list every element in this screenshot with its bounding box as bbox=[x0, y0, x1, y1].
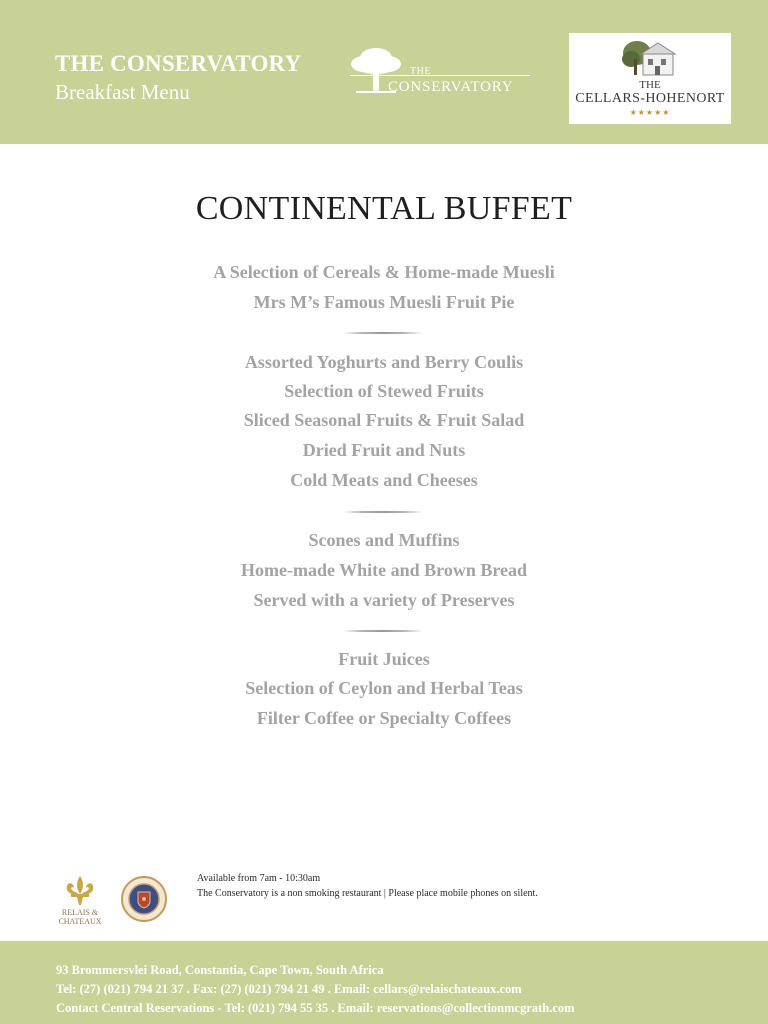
menu-item: Filter Coffee or Specialty Coffees bbox=[256, 708, 512, 728]
section-divider bbox=[343, 629, 423, 633]
section-divider bbox=[343, 331, 423, 335]
relais-text-line: RELAIS & bbox=[61, 908, 99, 917]
smoking-note: The Conservatory is a non smoking restaurant | Please place mobile phones on silent. bbox=[197, 888, 538, 899]
footer-reservations: Contact Central Reservations - Tel: (021) 794 55 35 . Email: reservations@collectionmcgrath.com bbox=[56, 1001, 575, 1015]
menu-title: CONTINENTAL BUFFET bbox=[195, 190, 573, 227]
cellars-logo-small: THE bbox=[639, 79, 661, 91]
menu-item: Served with a variety of Preserves bbox=[253, 590, 515, 610]
cellars-hohenort-logo bbox=[569, 33, 731, 124]
menu-item: Fruit Juices bbox=[338, 649, 430, 669]
menu-item: Assorted Yoghurts and Berry Coulis bbox=[244, 352, 524, 372]
footer-address: 93 Brommersvlei Road, Constantia, Cape Town, South Africa bbox=[56, 963, 384, 977]
relais-chateaux-logo bbox=[54, 874, 106, 930]
header-subtitle: Breakfast Menu bbox=[55, 80, 190, 104]
section-divider bbox=[343, 510, 423, 514]
menu-item: Cold Meats and Cheeses bbox=[290, 470, 478, 490]
menu-item: Selection of Stewed Fruits bbox=[284, 381, 484, 401]
cellars-logo-stars: ★★★★★ bbox=[629, 108, 671, 117]
menu-item: Home-made White and Brown Bread bbox=[240, 560, 527, 580]
logo-rule bbox=[350, 75, 530, 76]
menu-item: Dried Fruit and Nuts bbox=[302, 440, 466, 460]
chateaux-text-line: CHATEAUX bbox=[58, 917, 102, 926]
menu-item: Mrs M’s Famous Muesli Fruit Pie bbox=[253, 292, 515, 312]
relais-chateaux-text bbox=[54, 908, 106, 926]
footer-contact: Tel: (27) (021) 794 21 37 . Fax: (27) (021) 794 21 49 . Email: cellars@relaischateaux.com bbox=[56, 982, 522, 996]
conservatory-logo bbox=[346, 44, 536, 100]
footer-band bbox=[0, 941, 768, 1024]
fleur-de-lis-icon bbox=[54, 874, 106, 908]
header-title: THE CONSERVATORY bbox=[55, 51, 302, 76]
crest-seal-icon bbox=[121, 876, 167, 922]
conservatory-logo-name: CONSERVATORY bbox=[388, 79, 514, 95]
conservatory-logo-small: THE bbox=[410, 66, 431, 77]
cellars-logo-name: CELLARS-HOHENORT bbox=[575, 91, 725, 106]
menu-item: Sliced Seasonal Fruits & Fruit Salad bbox=[243, 410, 525, 430]
header-band bbox=[0, 0, 768, 144]
house-icon bbox=[621, 39, 679, 79]
menu-item: A Selection of Cereals & Home-made Muesli bbox=[213, 262, 555, 282]
menu-item: Selection of Ceylon and Herbal Teas bbox=[245, 678, 523, 698]
menu-item: Scones and Muffins bbox=[308, 530, 460, 550]
availability-note: Available from 7am - 10:30am bbox=[197, 873, 321, 884]
